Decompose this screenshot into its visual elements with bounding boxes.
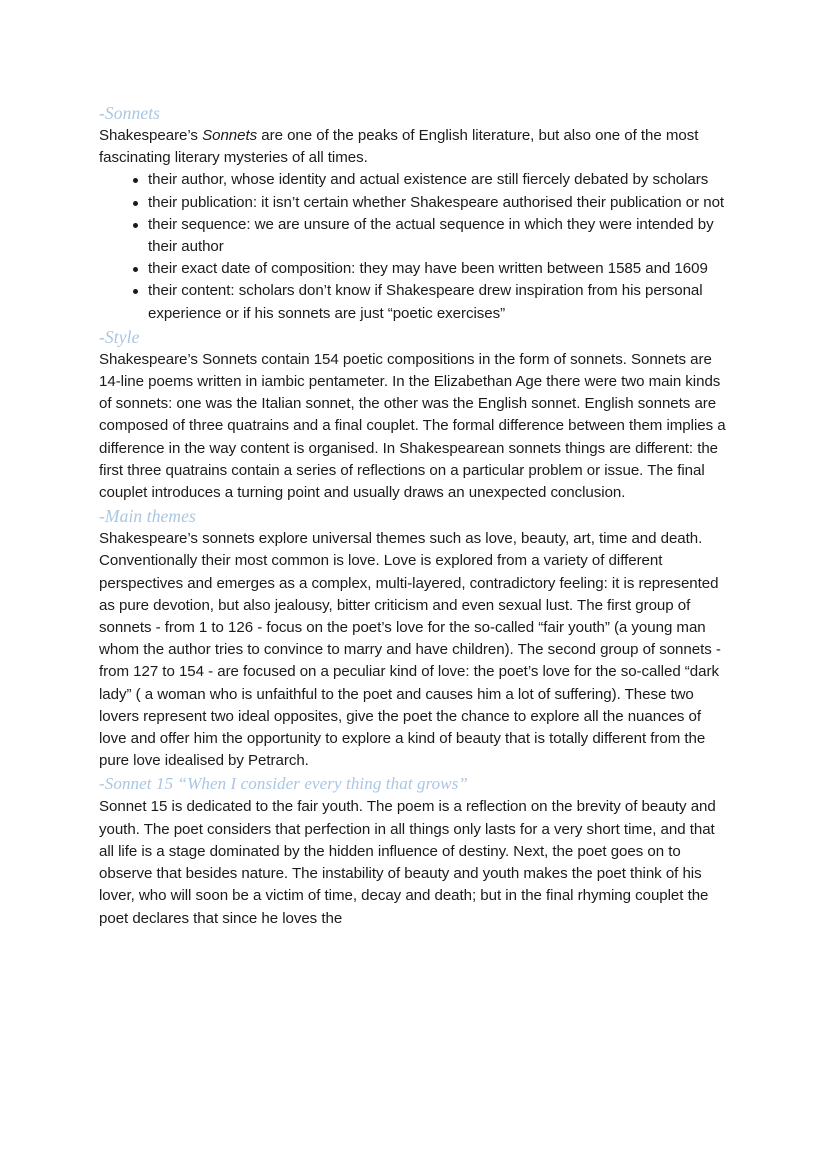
list-item: their exact date of composition: they may have been written between 1585 and 1609 — [99, 258, 728, 280]
section-style — [99, 326, 728, 504]
section-heading-style: -Style — [99, 326, 140, 347]
sonnets-intro-paragraph — [99, 125, 728, 169]
style-paragraph: Shakespeare’s Sonnets contain 154 poetic compositions in the form of sonnets. Sonnets are 14-line poems written in iambic pentameter. In the Elizabethan Age there were two main kinds of sonnets: one was the Italian sonnet, the other was the English sonnet. English sonnets are composed of three quatrains and a final couplet. The formal difference between them implies a difference in the way content is organised. In Shakespearean sonnets things are different: the first three quatrains contain a series of reflections on a particular problem or issue. The final couplet introduces a turning point and usually draws an unexpected conclusion. — [99, 350, 726, 502]
section-heading-main-themes: -Main themes — [99, 506, 196, 527]
sonnet-15-paragraph: Sonnet 15 is dedicated to the fair youth. The poem is a reflection on the brevity of beauty and youth. The poet considers that perfection in all things only lasts for a very short time, and that all life is a stage dominated by the hidden influence of destiny. Next, the poet goes on to observe that besides nature. The instability of beauty and youth makes the poet think of his lover, who will soon be a victim of time, decay and death; but in the final rhyming couplet the poet declares that since he loves the — [99, 798, 716, 927]
list-item: their content: scholars don’t know if Shakespeare drew inspiration from his personal experience or if his sonnets are just “poetic exercises” — [99, 280, 728, 324]
document-content — [99, 102, 728, 930]
section-sonnets — [99, 102, 728, 325]
section-main-themes — [99, 505, 728, 772]
sonnets-intro-after: are one of the peaks of English literature, but also one of the most fascinating literary mysteries of all times. — [99, 127, 699, 167]
section-sonnet-15 — [99, 773, 728, 929]
list-item: their publication: it isn’t certain whether Shakespeare authorised their publication or not — [99, 192, 728, 214]
sonnets-title-italic: Sonnets — [202, 127, 258, 144]
section-heading-sonnet-15: -Sonnet 15 “When I consider every thing that grows” — [99, 774, 468, 794]
list-item: their sequence: we are unsure of the actual sequence in which they were intended by their author — [99, 214, 728, 258]
section-heading-sonnets: -Sonnets — [99, 103, 161, 123]
sonnets-bullet-list — [99, 169, 728, 324]
main-themes-paragraph: Shakespeare’s sonnets explore universal themes such as love, beauty, art, time and death. Conventionally their most common is love. Love is explored from a variety of different perspectives and emerges as a complex, multi-layered, contradictory feeling: it is represented as pure devotion, but also jealousy, bitter criticism and even sexual lust. The first group of sonnets - from 1 to 126 - focus on the poet’s love for the so-called “fair youth” (a young man whom the author tries to convince to marry and have children). The second group of sonnets - from 127 to 154 - are focused on a peculiar kind of love: the poet’s love for the so-called “dark lady” ( a woman who is unfaithful to the poet and causes him a lot of suffering). These two lovers represent two ideal opposites, give the poet the chance to explore all the nuances of love and offer him the opportunity to explore a kind of beauty that is totally different from the pure love idealised by Petrarch. — [99, 530, 721, 770]
sonnets-intro-before: Shakespeare’s — [99, 127, 203, 144]
list-item: their author, whose identity and actual existence are still fiercely debated by scholars — [99, 169, 728, 191]
